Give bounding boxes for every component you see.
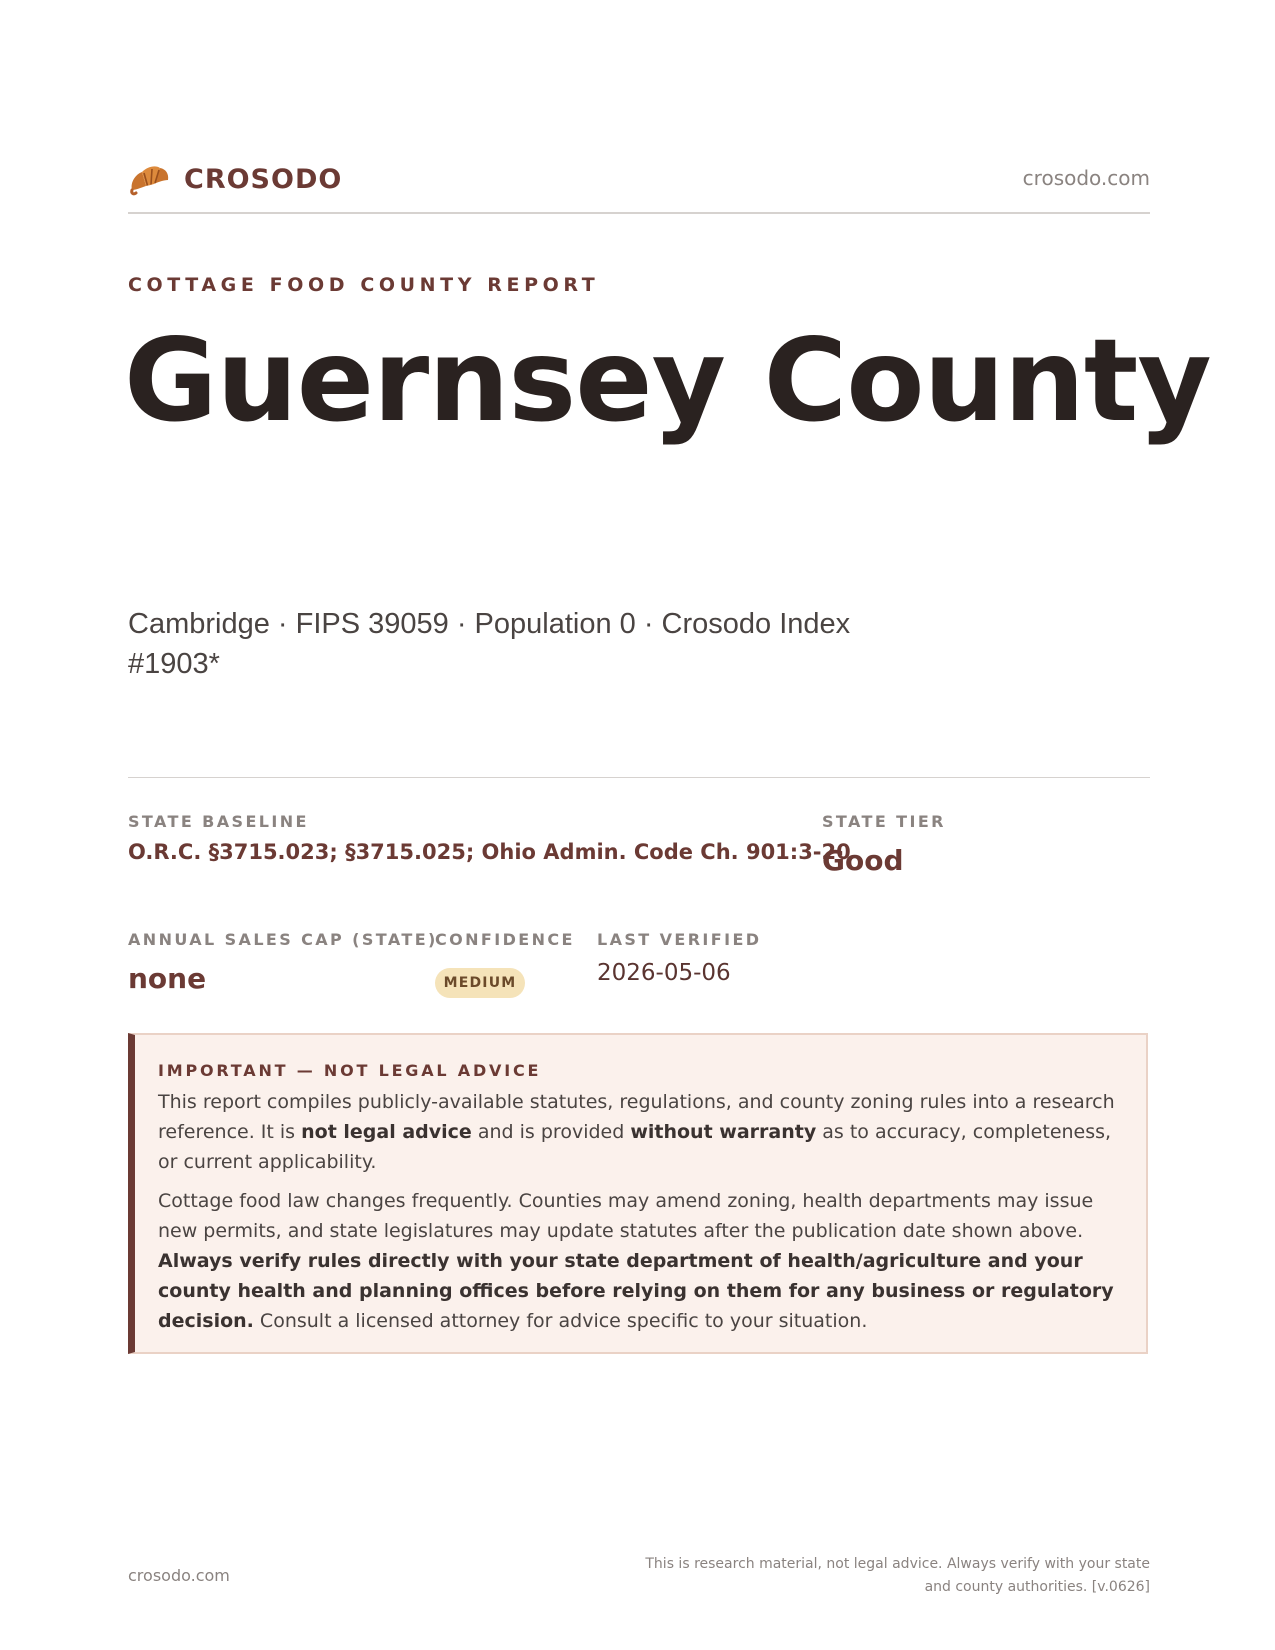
notice-paragraph-2 [158,1186,1123,1336]
notice-emphasis: not legal advice [301,1121,472,1143]
county-subtitle: Cambridge · FIPS 39059 · Population 0 · Crosodo Index #1903* [128,608,851,680]
brand-name: CROSODO [184,163,343,195]
header-url[interactable]: crosodo.com [1022,166,1150,190]
notice-text: Cottage food law changes frequently. Counties may amend zoning, health departments may issue new permits, and state legislatures may update statutes after the publication date shown above. [158,1190,1094,1242]
footer-url[interactable]: crosodo.com [128,1566,230,1585]
brand [128,160,342,198]
footer-disclaimer: This is research material, not legal advice. Always verify with your state and county authorities. [v.0626] [645,1556,1150,1595]
state-tier-label: STATE TIER [822,812,946,831]
last-verified-value: 2026-05-06 [597,960,731,986]
section-divider [128,777,1150,778]
confidence-label: CONFIDENCE [435,930,575,949]
last-verified-label: LAST VERIFIED [597,930,762,949]
state-baseline-label: STATE BASELINE [128,812,309,831]
notice-title: IMPORTANT — NOT LEGAL ADVICE [158,1061,542,1080]
report-page [124,0,1211,1650]
confidence-badge: MEDIUM [435,968,525,998]
annual-sales-cap-value: none [128,962,207,995]
state-tier-value: Good [822,844,904,877]
notice-paragraph-1 [158,1087,1123,1177]
notice-emphasis: without warranty [630,1121,817,1143]
croissant-icon [128,160,170,198]
report-type-label: COTTAGE FOOD COUNTY REPORT [128,274,600,296]
annual-sales-cap-label: ANNUAL SALES CAP (STATE) [128,930,438,949]
notice-text: and is provided [471,1121,631,1143]
state-baseline-value: O.R.C. §3715.023; §3715.025; Ohio Admin. Code Ch. 901:3-20 [128,840,851,864]
notice-emphasis: Always verify rules directly with your state department of health/agriculture and your county health and planning offices before relying on them for any business or regulatory decision. [158,1250,1114,1332]
notice-text: Consult a licensed attorney for advice specific to your situation. [253,1310,868,1332]
notice-text: This report compiles publicly-available statutes, regulations, and county zoning rules into a research reference. It is [158,1091,1115,1143]
page-header [128,156,1150,214]
county-title: Guernsey County [124,314,1211,447]
notice-text: as to accuracy, completeness, or current applicability. [158,1121,1112,1173]
legal-notice [128,1033,1148,1354]
